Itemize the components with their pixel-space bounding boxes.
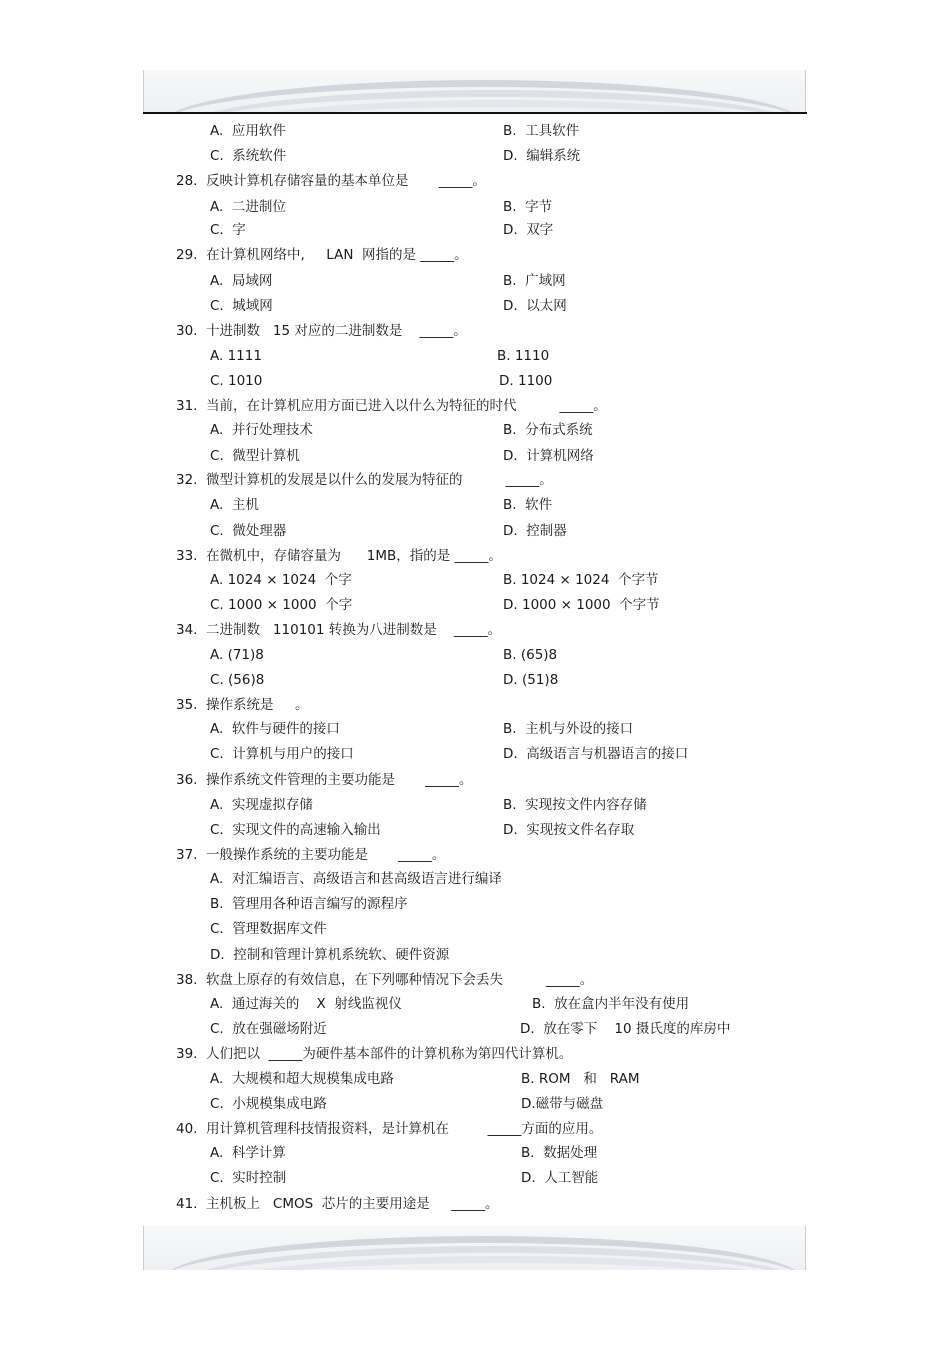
header-decoration xyxy=(143,70,806,114)
answer-option: C. 微处理器 xyxy=(210,523,287,539)
answer-option: C. 管理数据库文件 xyxy=(210,921,327,937)
answer-option: A. 并行处理技术 xyxy=(210,422,313,438)
answer-option: A. 1024 × 1024 个字 xyxy=(210,572,352,588)
answer-option: D. (51)8 xyxy=(503,672,559,688)
answer-option: C. 系统软件 xyxy=(210,148,287,164)
question-stem: 37. 一般操作系统的主要功能是 _____。 xyxy=(176,847,446,863)
answer-option: C. 小规模集成电路 xyxy=(210,1096,327,1112)
question-stem: 39. 人们把以 _____为硬件基本部件的计算机称为第四代计算机。 xyxy=(176,1046,573,1062)
answer-option: C. 微型计算机 xyxy=(210,448,300,464)
answer-option: B. 工具软件 xyxy=(503,123,580,139)
answer-option: A. 对汇编语言、高级语言和甚高级语言进行编译 xyxy=(210,871,502,887)
answer-option: A. 局域网 xyxy=(210,273,273,289)
answer-option: A. 实现虚拟存储 xyxy=(210,797,313,813)
footer-decoration xyxy=(143,1226,806,1270)
answer-option: D. 控制器 xyxy=(503,523,567,539)
answer-option: D. 人工智能 xyxy=(521,1170,599,1186)
answer-option: C. 1010 xyxy=(210,373,263,389)
answer-option: D. 实现按文件名存取 xyxy=(503,822,635,838)
answer-option: D. 1100 xyxy=(499,373,553,389)
answer-option: A. 1111 xyxy=(210,348,262,364)
answer-option: C. 实现文件的高速输入输出 xyxy=(210,822,381,838)
answer-option: D.磁带与磁盘 xyxy=(521,1096,604,1112)
answer-option: B. 放在盒内半年没有使用 xyxy=(532,996,690,1012)
answer-option: B. 主机与外设的接口 xyxy=(503,721,634,737)
question-stem: 29. 在计算机网络中, LAN 网指的是 _____。 xyxy=(176,247,468,263)
answer-option: C. 计算机与用户的接口 xyxy=(210,746,354,762)
question-stem: 30. 十进制数 15 对应的二进制数是 _____。 xyxy=(176,323,467,339)
question-stem: 31. 当前，在计算机应用方面已进入以什么为特征的时代 _____。 xyxy=(176,398,607,414)
answer-option: D. 计算机网络 xyxy=(503,448,594,464)
answer-option: B. 数据处理 xyxy=(521,1145,598,1161)
answer-option: D. 放在零下 10 摄氏度的库房中 xyxy=(520,1021,731,1037)
question-stem: 32. 微型计算机的发展是以什么的发展为特征的 _____。 xyxy=(176,472,553,488)
answer-option: B. 字节 xyxy=(503,199,553,215)
question-stem: 41. 主机板上 CMOS 芯片的主要用途是 _____。 xyxy=(176,1196,499,1212)
answer-option: B. ROM 和 RAM xyxy=(521,1071,640,1087)
answer-option: D. 高级语言与机器语言的接口 xyxy=(503,746,689,762)
answer-option: A. 二进制位 xyxy=(210,199,286,215)
question-stem: 36. 操作系统文件管理的主要功能是 _____。 xyxy=(176,772,473,788)
header-rule xyxy=(143,112,807,114)
answer-option: B. 软件 xyxy=(503,497,553,513)
question-stem: 34. 二进制数 110101 转换为八进制数是 _____。 xyxy=(176,622,502,638)
answer-option: B. 实现按文件内容存储 xyxy=(503,797,647,813)
answer-option: A. 主机 xyxy=(210,497,259,513)
answer-option: D. 双字 xyxy=(503,222,554,238)
answer-option: A. 大规模和超大规模集成电路 xyxy=(210,1071,394,1087)
answer-option: B. 1110 xyxy=(497,348,550,364)
question-stem: 35. 操作系统是 。 xyxy=(176,697,309,713)
answer-option: C. 放在强磁场附近 xyxy=(210,1021,327,1037)
answer-option: B. 1024 × 1024 个字节 xyxy=(503,572,659,588)
answer-option: D. 控制和管理计算机系统软、硬件资源 xyxy=(210,947,450,963)
answer-option: B. (65)8 xyxy=(503,647,558,663)
answer-option: D. 编辑系统 xyxy=(503,148,581,164)
answer-option: C. 1000 × 1000 个字 xyxy=(210,597,353,613)
answer-option: A. 软件与硬件的接口 xyxy=(210,721,340,737)
answer-option: C. 字 xyxy=(210,222,246,238)
answer-option: D. 1000 × 1000 个字节 xyxy=(503,597,660,613)
answer-option: C. 实时控制 xyxy=(210,1170,287,1186)
answer-option: A. 应用软件 xyxy=(210,123,286,139)
answer-option: A. 通过海关的 X 射线监视仪 xyxy=(210,996,402,1012)
answer-option: D. 以太网 xyxy=(503,298,567,314)
answer-option: C. (56)8 xyxy=(210,672,265,688)
question-stem: 38. 软盘上原存的有效信息，在下列哪种情况下会丢失 _____。 xyxy=(176,972,594,988)
question-stem: 33. 在微机中，存储容量为 1MB，指的是 _____。 xyxy=(176,548,502,564)
question-stem: 40. 用计算机管理科技情报资料，是计算机在 _____方面的应用。 xyxy=(176,1121,603,1137)
answer-option: C. 城域网 xyxy=(210,298,273,314)
answer-option: B. 管理用各种语言编写的源程序 xyxy=(210,896,408,912)
answer-option: A. (71)8 xyxy=(210,647,264,663)
question-stem: 28. 反映计算机存储容量的基本单位是 _____。 xyxy=(176,173,486,189)
answer-option: B. 分布式系统 xyxy=(503,422,593,438)
answer-option: B. 广域网 xyxy=(503,273,566,289)
answer-option: A. 科学计算 xyxy=(210,1145,286,1161)
